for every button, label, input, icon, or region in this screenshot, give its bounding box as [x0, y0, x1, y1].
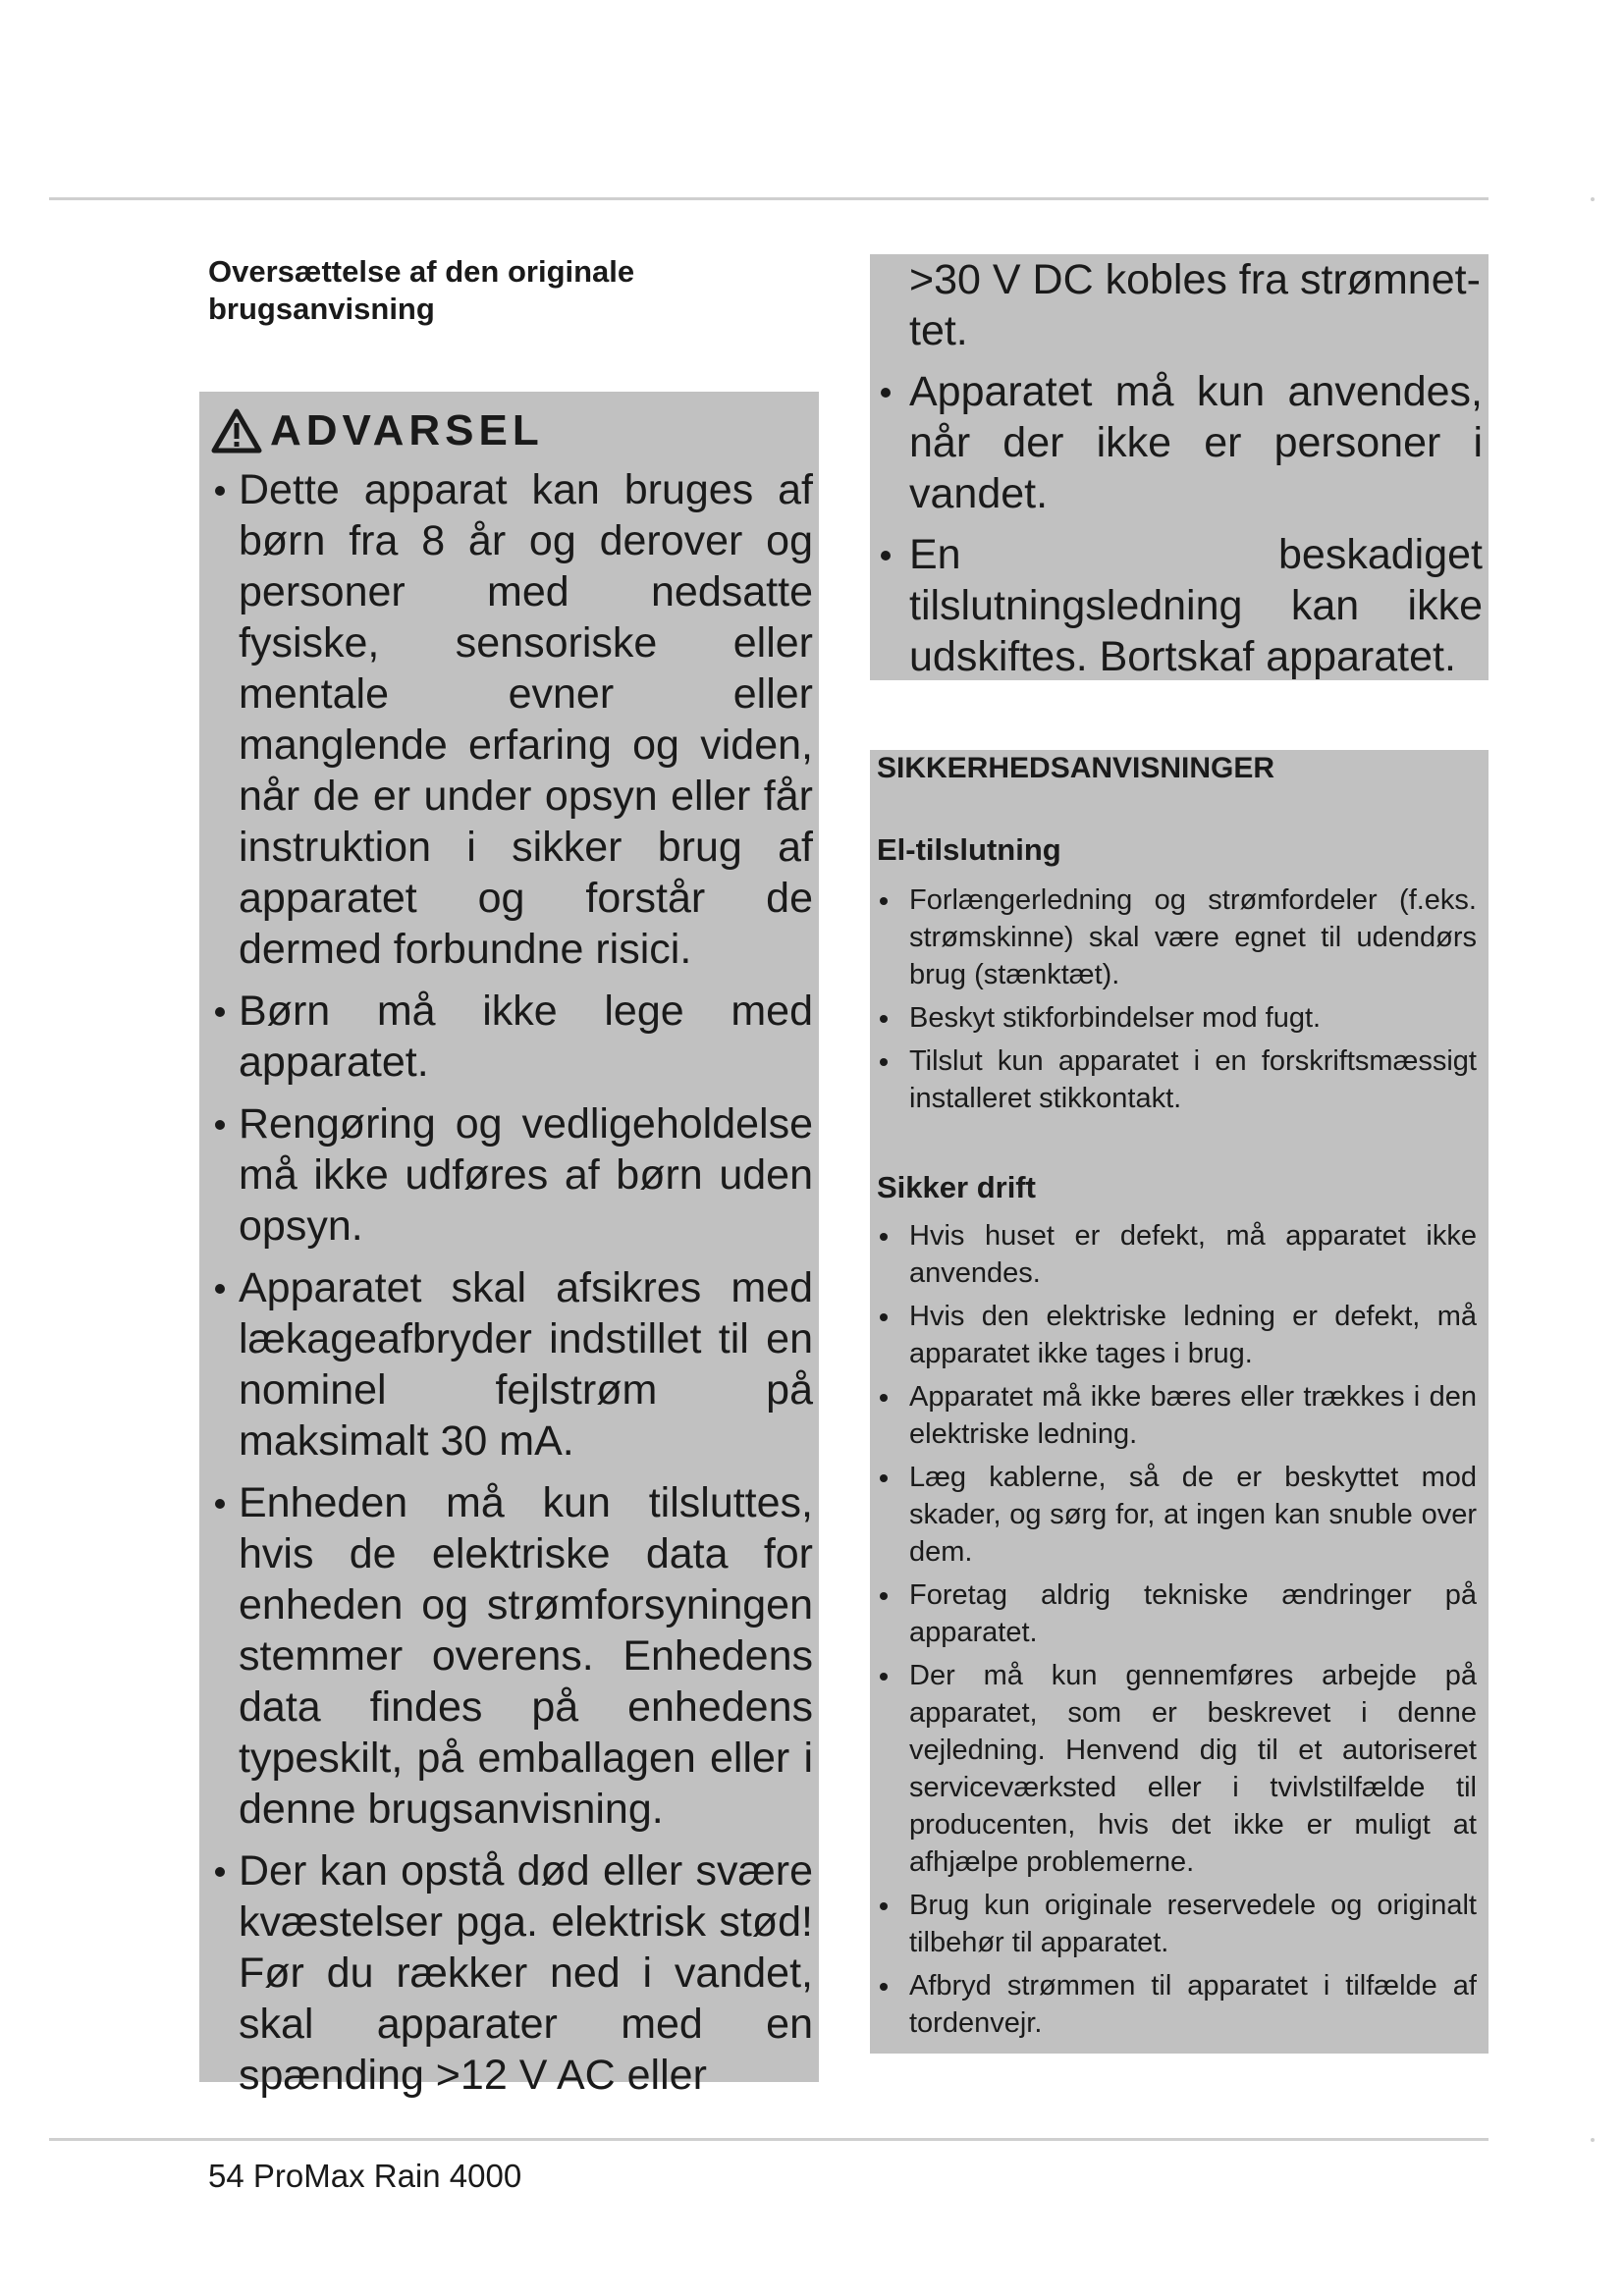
list-item: Beskyt stikforbindelser mod fugt.: [870, 999, 1483, 1037]
list-item: Apparatet skal afsikres med lækageafbryder indstillet til en nominel fejlstrøm på maksimalt 30 mA.: [209, 1262, 819, 1467]
list-item: Forlængerledning og strømfordeler (f.eks. strømskinne) skal være egnet til udendørs brug (stænktæt).: [870, 881, 1483, 993]
top-rule: [49, 197, 1489, 200]
bottom-rule: [49, 2138, 1489, 2141]
safety-title: SIKKERHEDSANVISNINGER: [877, 752, 1275, 784]
warning-heading: [211, 401, 819, 460]
margin-dot: [1591, 197, 1595, 201]
warning-heading-label: ADVARSEL: [270, 406, 544, 454]
list-item: Hvis huset er defekt, må apparatet ikke anvendes.: [870, 1217, 1483, 1292]
list-item: Dette apparat kan bruges af børn fra 8 år og derover og personer med nedsatte fysiske, sensoriske eller mentale evner eller manglende erfaring og viden, når de er under opsyn eller får instruktion i sikker brug af apparatet og forstår de dermed forbundne risici.: [209, 464, 819, 975]
warning-continuation-text: [870, 254, 1489, 356]
list-item: Rengøring og vedligeholdelse må ikke udføres af børn uden opsyn.: [209, 1098, 819, 1252]
list-item: Der kan opstå død eller svære kvæstelser pga. elektrisk stød! Før du rækker ned i vandet, skal apparater med en spænding >12 V AC eller: [209, 1845, 819, 2101]
el-list: [870, 881, 1483, 1123]
continuation-line: tet.: [909, 307, 968, 354]
continuation-line: >30 V DC kobles fra strømnet-: [909, 256, 1481, 303]
warning-triangle-icon: [211, 408, 262, 454]
warning-list: [209, 464, 819, 2101]
list-item: Læg kablerne, så de er beskyttet mod skader, og sørg for, at ingen kan snuble over dem.: [870, 1459, 1483, 1571]
el-heading: El-tilslutning: [877, 832, 1061, 867]
list-item: Hvis den elektriske ledning er defekt, må apparatet ikke tages i brug.: [870, 1298, 1483, 1372]
list-item: Tilslut kun apparatet i en forskriftsmæssigt installeret stikkontakt.: [870, 1042, 1483, 1117]
margin-dot: [1591, 2138, 1595, 2142]
list-item: Afbryd strømmen til apparatet i tilfælde af tordenvejr.: [870, 1967, 1483, 2042]
page-footer: 54 ProMax Rain 4000: [208, 2158, 522, 2194]
list-item: Børn må ikke lege med apparatet.: [209, 986, 819, 1088]
list-item: Foretag aldrig tekniske ændringer på apparatet.: [870, 1576, 1483, 1651]
list-item: Enheden må kun tilsluttes, hvis de elektriske data for enheden og strømforsyningen stemmer overens. Enhedens data findes på enhedens typeskilt, på emballagen eller i denne brugsanvisning.: [209, 1477, 819, 1835]
list-item: Brug kun originale reservedele og originalt tilbehør til apparatet.: [870, 1887, 1483, 1961]
warning-continuation-box: [870, 254, 1489, 680]
list-item: Apparatet må kun anvendes, når der ikke er personer i vandet.: [870, 366, 1489, 519]
list-item: En beskadiget tilslutningsledning kan ikke udskiftes. Bortskaf apparatet.: [870, 529, 1489, 682]
warning-continuation-list: [870, 366, 1489, 682]
safety-instructions-box: [870, 750, 1489, 2054]
list-item: Der må kun gennemføres arbejde på apparatet, som er beskrevet i denne vejledning. Henvend dig til et autoriseret serviceværksted eller i tvivlstilfælde til producenten, hvis det ikke er muligt at afhjælpe problemerne.: [870, 1657, 1483, 1881]
drift-list: [870, 1217, 1483, 2048]
warning-box: [199, 392, 819, 2099]
list-item: Apparatet må ikke bæres eller trækkes i den elektriske ledning.: [870, 1378, 1483, 1453]
document-title: Oversættelse af den originale brugsanvisning: [208, 254, 635, 326]
drift-heading: Sikker drift: [877, 1170, 1036, 1204]
